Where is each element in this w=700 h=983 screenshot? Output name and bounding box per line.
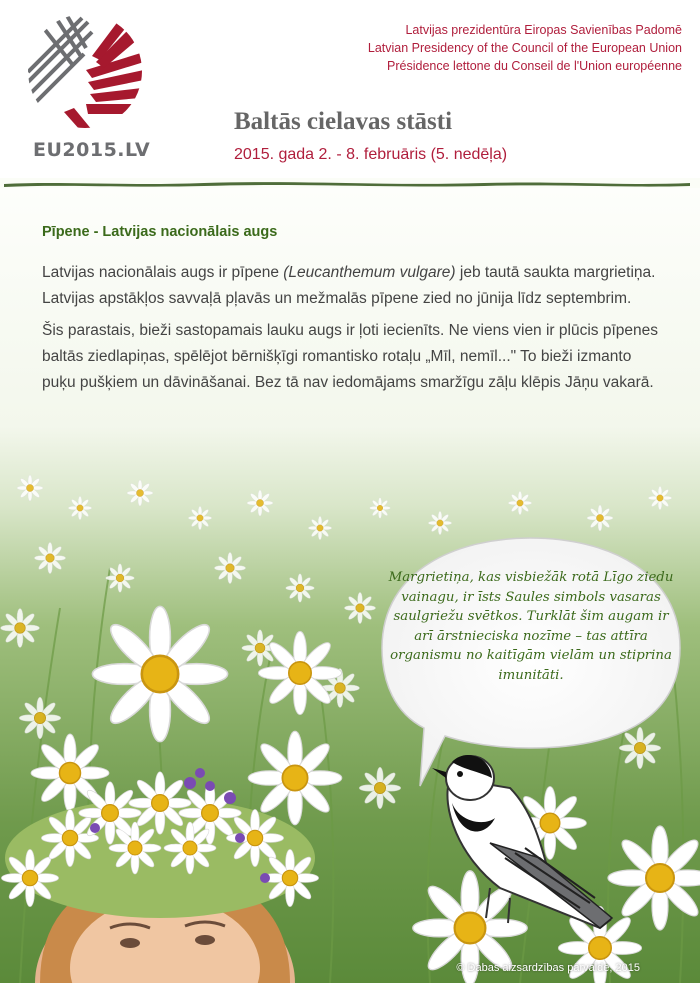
p1-latin-name: (Leucanthemum vulgare) xyxy=(283,264,456,281)
newsletter-title: Baltās cielavas stāsti xyxy=(234,108,453,135)
header-divider xyxy=(4,180,690,188)
article-heading: Pīpene - Latvijas nacionālais augs xyxy=(42,224,278,240)
article-paragraph-2: Šis parastais, bieži sastopamais lauku augs ir ļoti iecienīts. Ne viens vien ir plūcis pīpenes baltās ziedlapiņas, spēlējot bērnišķīgi romantisko rotaļu „Mīl, nemīl..." To bieži izmanto puķu pušķiem un dāvināšanai. Bez tā nav iedomājams smaržīgu zāļu klēpis Jāņu vakarā. xyxy=(42,322,658,391)
speech-bubble-text: Margrietiņa, kas visbiežāk rotā Līgo ziedu vainagu, ir īsts Saules simbols vasaras saulgriežu svētkos. Turklāt šim augam ir arī ārstnieciska nozīme – tas attīra organismu no kaitīgām vielām un stiprina imunitāti. xyxy=(388,570,674,683)
p1-text-b: jeb tautā saukta margrietiņa. Latvijas apstākļos savvaļā pļavās un mežmalās pīpene zied no jūnija līdz septembrim. xyxy=(42,264,656,307)
presidency-lines xyxy=(368,21,682,75)
page-header xyxy=(0,0,700,178)
newsletter-date: 2015. gada 2. - 8. februāris (5. nedēļa) xyxy=(234,146,508,163)
article-paragraph-1 xyxy=(42,260,658,312)
presidency-fr: Présidence lettone du Conseil de l'Union européenne xyxy=(387,59,682,73)
eu2015-logo-text: EU2015.LV xyxy=(33,139,151,161)
presidency-en: Latvian Presidency of the Council of the European Union xyxy=(367,41,682,55)
p1-text-a: Latvijas nacionālais augs ir pīpene xyxy=(42,264,284,281)
presidency-lv: Latvijas prezidentūra Eiropas Savienības Padomē xyxy=(405,23,682,37)
photo-credit: © Dabas aizsardzības pārvalde, 2015 xyxy=(456,962,640,974)
eu2015-logo-icon xyxy=(26,12,144,130)
article xyxy=(42,224,658,402)
